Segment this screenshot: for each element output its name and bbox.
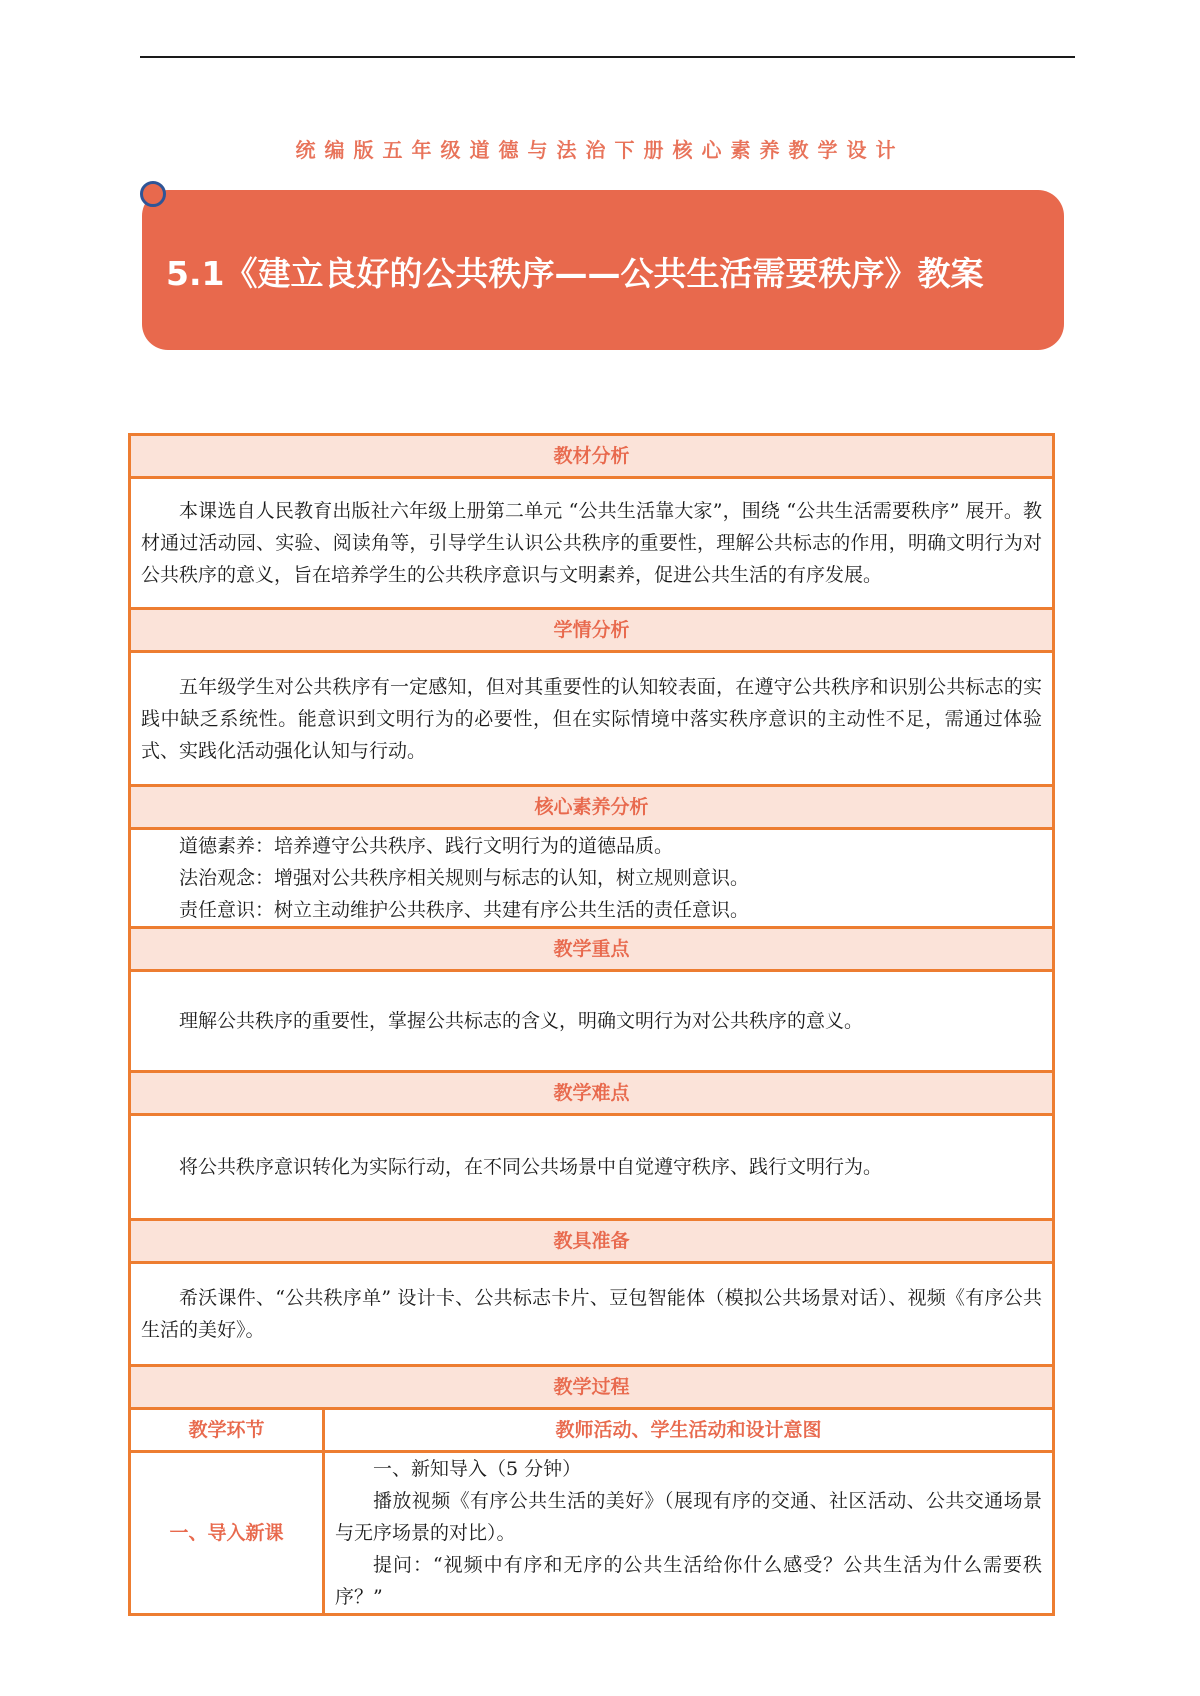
header-rule	[140, 56, 1075, 58]
difficulties-cell	[130, 1115, 1054, 1220]
textbook-analysis-cell	[130, 478, 1054, 609]
core-literacy-law: 法治观念：增强对公共秩序相关规则与标志的认知，树立规则意识。	[179, 867, 750, 889]
stage-intro-paragraph: 一、新知导入（5 分钟）	[373, 1458, 582, 1480]
student-analysis-cell	[130, 652, 1054, 786]
stage-body-intro	[324, 1452, 1054, 1615]
section-heading-student-analysis: 学情分析	[130, 609, 1054, 652]
stage-intro-paragraph: 播放视频《有序公共生活的美好》（展现有序的交通、社区活动、公共交通场景与无序场景的对比）。	[335, 1490, 1043, 1544]
column-header-activity: 教师活动、学生活动和设计意图	[324, 1409, 1054, 1452]
section-heading-core-literacy: 核心素养分析	[130, 786, 1054, 829]
lesson-title: 5.1《建立良好的公共秩序——公共生活需要秩序》教案	[166, 254, 984, 293]
core-literacy-cell	[130, 829, 1054, 928]
materials-text: 希沃课件、“公共秩序单” 设计卡、公共标志卡片、豆包智能体（模拟公共场景对话）、视频《有序公共生活的美好》。	[141, 1287, 1043, 1341]
key-points-cell	[130, 971, 1054, 1072]
difficulties-text: 将公共秩序意识转化为实际行动，在不同公共场景中自觉遵守秩序、践行文明行为。	[179, 1156, 883, 1178]
core-literacy-moral: 道德素养：培养遵守公共秩序、践行文明行为的道德品质。	[179, 835, 674, 857]
core-literacy-responsibility: 责任意识：树立主动维护公共秩序、共建有序公共生活的责任意识。	[179, 899, 750, 921]
section-heading-process: 教学过程	[130, 1366, 1054, 1409]
key-points-text: 理解公共秩序的重要性，掌握公共标志的含义，明确文明行为对公共秩序的意义。	[179, 1010, 864, 1032]
lesson-plan-table	[128, 433, 1055, 1616]
section-heading-textbook-analysis: 教材分析	[130, 435, 1054, 478]
stage-name-intro: 一、导入新课	[130, 1452, 324, 1615]
materials-cell	[130, 1263, 1054, 1366]
stage-intro-paragraph: 提问：“视频中有序和无序的公共生活给你什么感受？公共生活为什么需要秩序？”	[335, 1554, 1043, 1608]
column-header-stage: 教学环节	[130, 1409, 324, 1452]
textbook-analysis-text: 本课选自人民教育出版社六年级上册第二单元 “公共生活靠大家”，围绕 “公共生活需要秩序” 展开。教材通过活动园、实验、阅读角等，引导学生认识公共秩序的重要性，理解公共标志的作用，明确文明行为对公共秩序的意义，旨在培养学生的公共秩序意识与文明素养，促进公共生活的有序发展。	[141, 500, 1043, 586]
section-heading-key-points: 教学重点	[130, 928, 1054, 971]
student-analysis-text: 五年级学生对公共秩序有一定感知，但对其重要性的认知较表面，在遵守公共秩序和识别公共标志的实践中缺乏系统性。能意识到文明行为的必要性，但在实际情境中落实秩序意识的主动性不足，需通过体验式、实践化活动强化认知与行动。	[141, 675, 1043, 762]
series-title: 统编版五年级道德与法治下册核心素养教学设计	[295, 138, 905, 162]
section-heading-materials: 教具准备	[130, 1220, 1054, 1263]
section-heading-difficulties: 教学难点	[130, 1072, 1054, 1115]
banner-dot-decoration	[140, 181, 166, 207]
